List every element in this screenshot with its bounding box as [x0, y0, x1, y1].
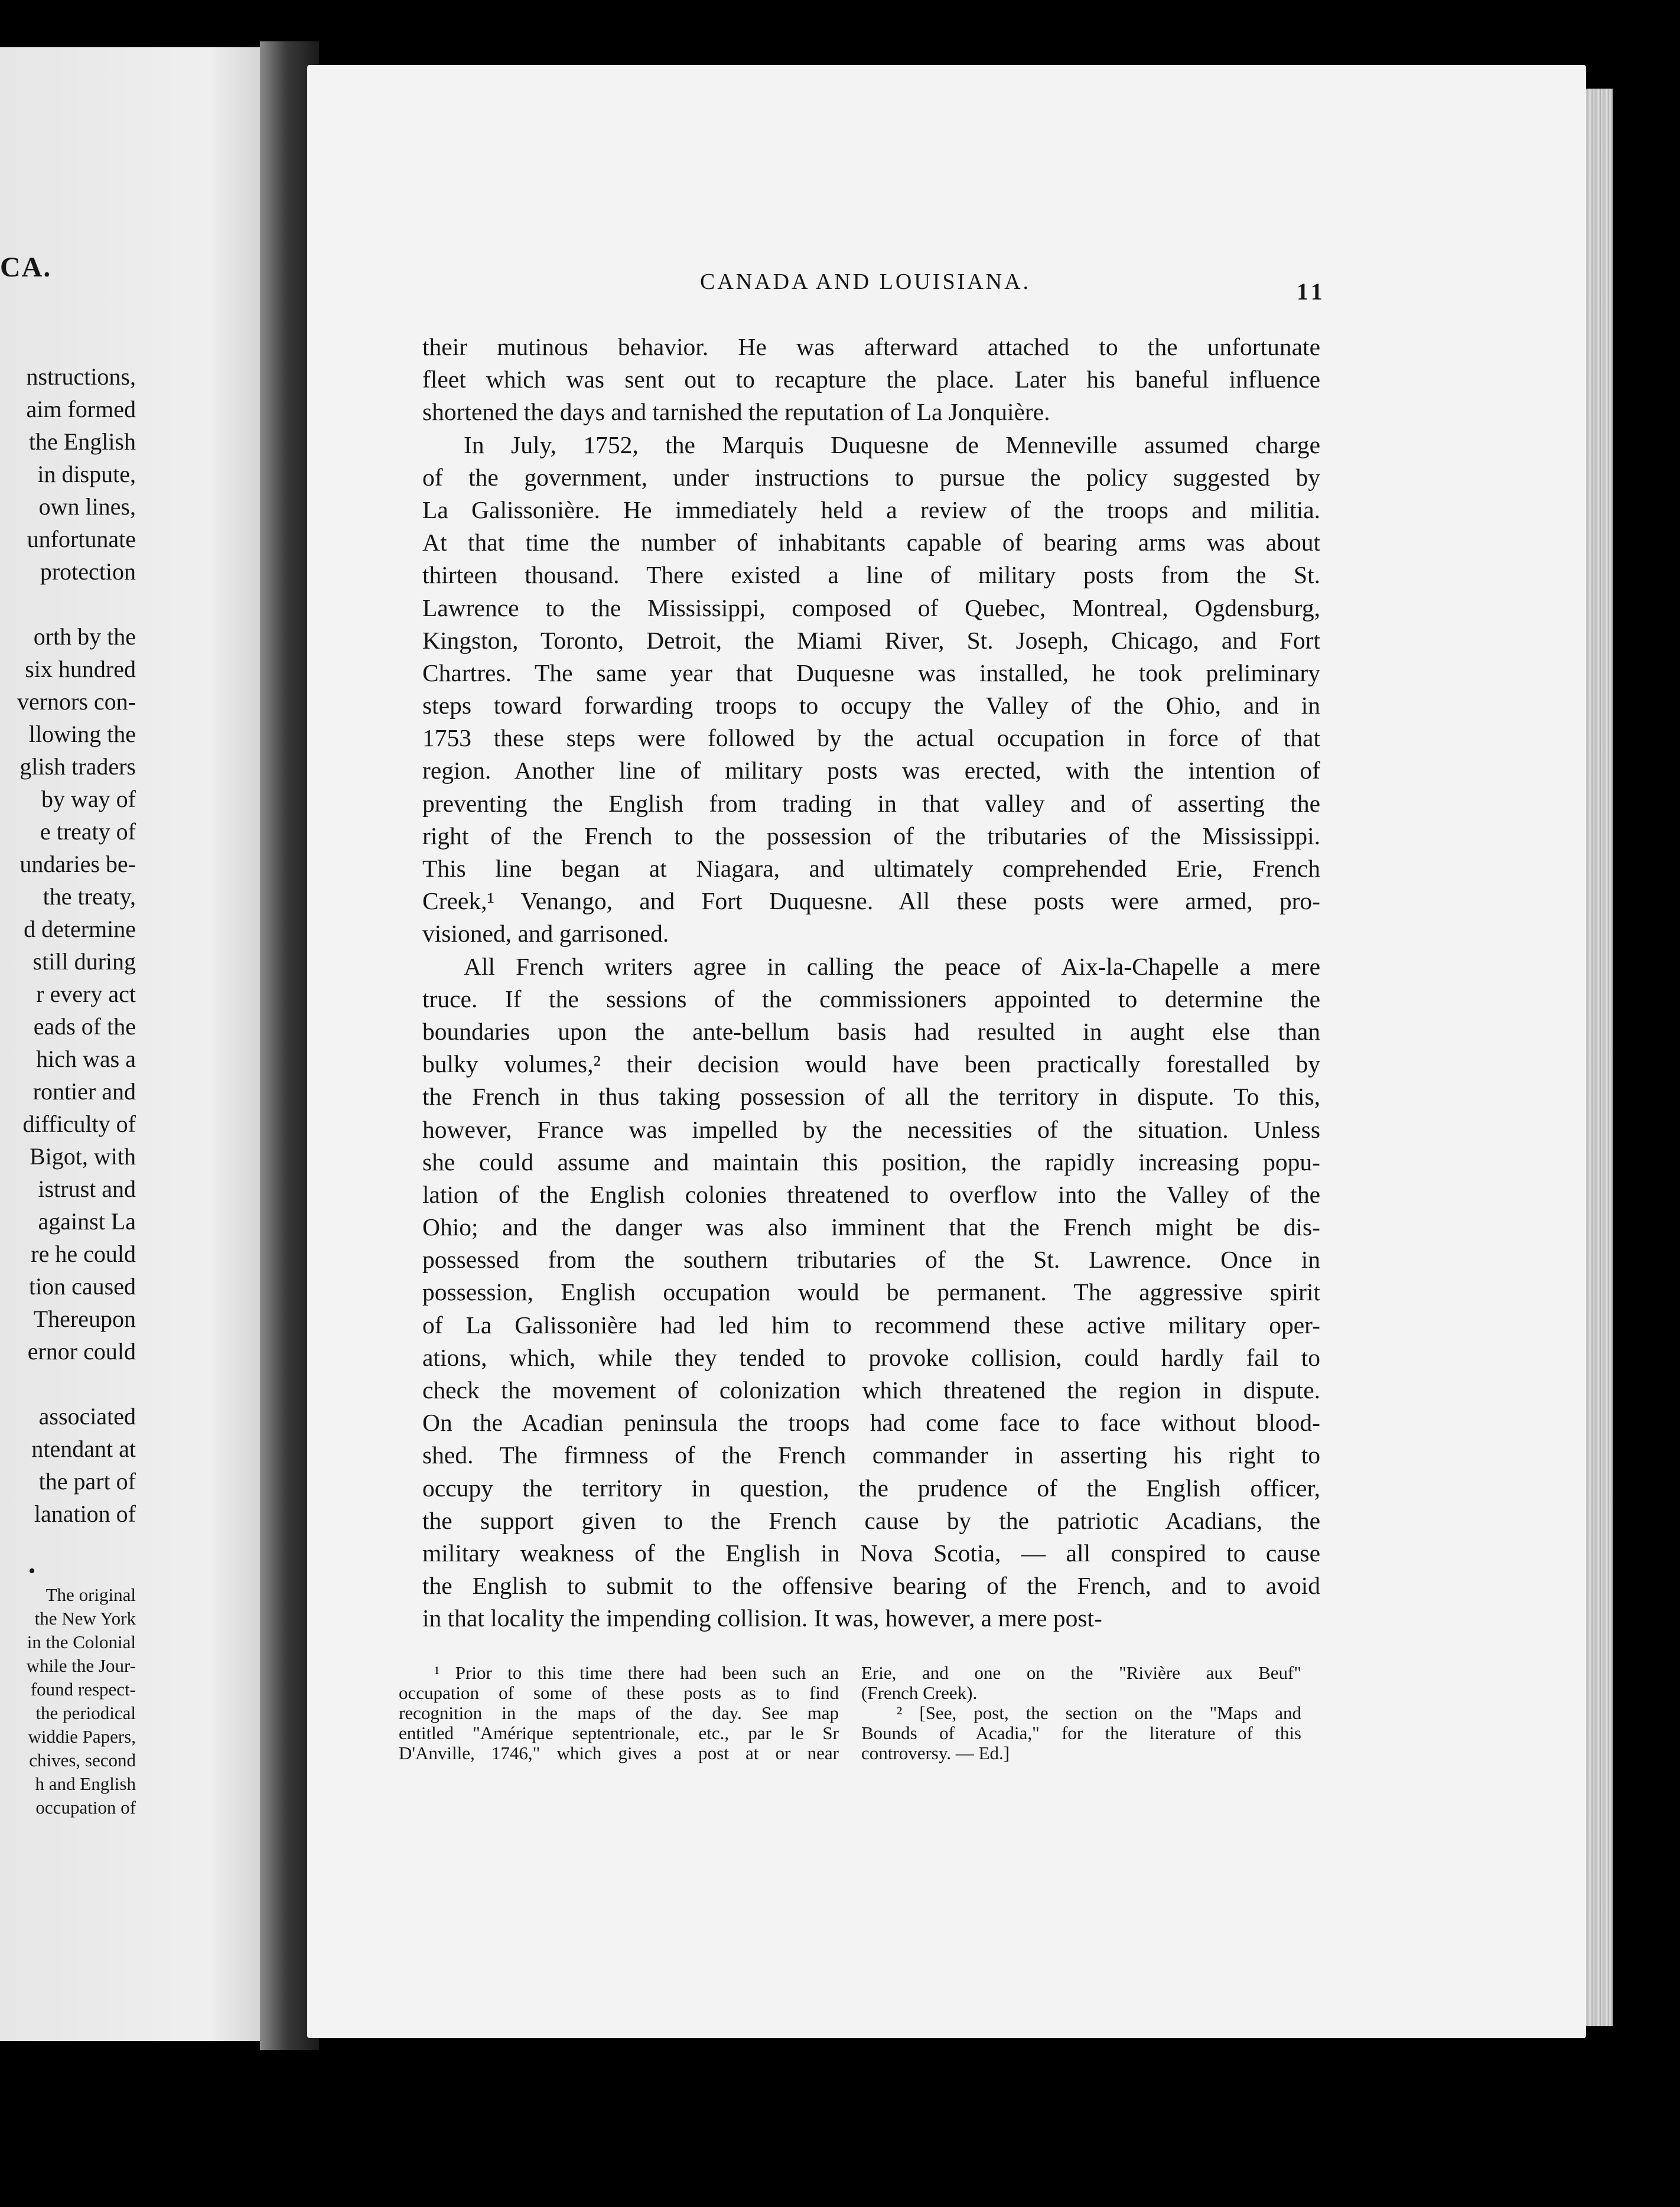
- left-text-line: glish traders: [19, 753, 136, 780]
- left-text-line: rontier and: [32, 1078, 136, 1105]
- body-text-line: their mutinous behavior. He was afterward attached to the unfortunate: [422, 333, 1320, 360]
- left-text-line: still during: [32, 948, 136, 975]
- footnote-line: Erie, and one on the "Rivière aux Beuf": [861, 1662, 1301, 1683]
- footnote-line: (French Creek).: [861, 1682, 978, 1703]
- left-text-line: vernors con-: [17, 688, 136, 715]
- left-text-line: re he could: [31, 1241, 136, 1267]
- left-text-line: orth by the: [33, 623, 136, 650]
- left-text-line: e treaty of: [40, 818, 136, 845]
- body-text-line: In July, 1752, the Marquis Duquesne de Menneville assumed charge: [464, 431, 1320, 458]
- body-text-line: military weakness of the English in Nova Scotia, — all conspired to cause: [422, 1539, 1320, 1567]
- footnote-line: Bounds of Acadia," for the literature of this: [861, 1723, 1301, 1743]
- footnote-line: occupation of some of these posts as to find: [399, 1682, 839, 1703]
- left-text-line: aim formed: [26, 396, 136, 422]
- running-head: CANADA AND LOUISIANA.: [700, 269, 1031, 294]
- left-text-line: Bigot, with: [29, 1143, 136, 1170]
- body-text-line: shortened the days and tarnished the reputation of La Jonquière.: [422, 398, 1050, 426]
- left-text-line: the English: [28, 428, 136, 455]
- footnotes-left-column: [399, 1663, 839, 1763]
- left-footnote-line: The original: [45, 1584, 136, 1605]
- body-text-line: the English to submit to the offensive bearing of the French, and to avoid: [422, 1572, 1320, 1600]
- left-text-line: difficulty of: [22, 1111, 136, 1137]
- left-text-line: the part of: [38, 1468, 136, 1495]
- body-text-line: of the government, under instructions to pursue the policy suggested by: [422, 463, 1320, 491]
- left-text-line: [0, 588, 136, 620]
- body-text-line: preventing the English from trading in that valley and of asserting the: [422, 789, 1320, 817]
- body-text-line: steps toward forwarding troops to occupy the Valley of the Ohio, and in: [422, 692, 1320, 720]
- body-text-line: truce. If the sessions of the commissioners appointed to determine the: [422, 985, 1320, 1013]
- left-text-line: d determine: [24, 916, 136, 942]
- left-footnote-line: found respect-: [30, 1679, 136, 1700]
- footnote-line: ² [See, post, the section on the "Maps and: [897, 1703, 1301, 1723]
- left-text-line: ernor could: [27, 1338, 136, 1365]
- left-footnote-line: the New York: [34, 1608, 136, 1629]
- body-text-line: All French writers agree in calling the peace of Aix-la-Chapelle a mere: [464, 952, 1320, 980]
- footnotes-right-column: [861, 1663, 1301, 1763]
- left-text-line: lanation of: [34, 1500, 136, 1527]
- body-text-line: bulky volumes,² their decision would have been practically forestalled by: [422, 1050, 1320, 1078]
- left-text-line: associated: [38, 1403, 136, 1430]
- body-text-line: La Galissonière. He immediately held a review of the troops and militia.: [422, 496, 1320, 523]
- body-text-line: possession, English occupation would be permanent. The aggressive spirit: [422, 1278, 1320, 1306]
- body-text-line: of La Galissonière had led him to recommend these active military oper-: [422, 1311, 1320, 1339]
- left-text-line: llowing the: [28, 721, 136, 747]
- left-footnote-line: the periodical: [35, 1703, 136, 1723]
- body-text-line: the support given to the French cause by the patriotic Acadians, the: [422, 1506, 1320, 1534]
- left-facing-page: [0, 47, 278, 2041]
- body-text-line: This line began at Niagara, and ultimately comprehended Erie, French: [422, 855, 1320, 882]
- left-text-line: istrust and: [38, 1176, 136, 1202]
- body-text-line: region. Another line of military posts was erected, with the intention of: [422, 757, 1320, 785]
- body-text-line: boundaries upon the ante-bellum basis had resulted in aught else than: [422, 1017, 1320, 1045]
- left-text-line: hich was a: [36, 1046, 136, 1072]
- body-text-line: Creek,¹ Venango, and Fort Duquesne. All these posts were armed, pro-: [422, 887, 1320, 915]
- footnote-line: controversy. — Ed.]: [861, 1743, 1010, 1763]
- left-body-text: [0, 360, 136, 1530]
- left-text-line: against La: [38, 1208, 136, 1235]
- left-footnotes: [0, 1560, 136, 1819]
- left-footnote-line: while the Jour-: [26, 1655, 136, 1676]
- left-text-line: Thereupon: [33, 1306, 136, 1332]
- left-footnote-line: chives, second: [29, 1750, 136, 1770]
- body-text-line: fleet which was sent out to recapture the place. Later his baneful influence: [422, 366, 1320, 393]
- left-text-line: six hundred: [25, 656, 136, 682]
- body-text-line: visioned, and garrisoned.: [422, 920, 669, 948]
- body-text-line: Lawrence to the Mississippi, composed of Quebec, Montreal, Ogdensburg,: [422, 594, 1320, 621]
- left-text-line: ntendant at: [31, 1435, 136, 1462]
- body-text-line: lation of the English colonies threatened to overflow into the Valley of the: [422, 1180, 1320, 1208]
- left-footnote-marker: •: [28, 1560, 35, 1582]
- body-text-line: On the Acadian peninsula the troops had come face to face without blood-: [422, 1409, 1320, 1437]
- left-footnote-line: in the Colonial: [27, 1632, 136, 1652]
- body-text: [422, 331, 1320, 1635]
- body-text-line: however, France was impelled by the necessities of the situation. Unless: [422, 1115, 1320, 1143]
- left-footnote-line: h and English: [35, 1773, 136, 1794]
- body-text-line: occupy the territory in question, the prudence of the English officer,: [422, 1474, 1320, 1502]
- left-text-line: nstructions,: [26, 363, 136, 390]
- footnote-line: recognition in the maps of the day. See map: [399, 1703, 839, 1723]
- body-text-line: in that locality the impending collision. It was, however, a mere post-: [422, 1604, 1102, 1632]
- left-footnote-line: widdie Papers,: [28, 1726, 136, 1747]
- body-text-line: Chartres. The same year that Duquesne was installed, he took preliminary: [422, 659, 1320, 686]
- footnote-line: D'Anville, 1746," which gives a post at or near: [399, 1743, 839, 1763]
- body-text-line: Kingston, Toronto, Detroit, the Miami River, St. Joseph, Chicago, and Fort: [422, 626, 1320, 654]
- body-text-line: possessed from the southern tributaries of the St. Lawrence. Once in: [422, 1246, 1320, 1274]
- left-text-line: own lines,: [38, 493, 136, 520]
- body-text-line: ations, which, while they tended to provoke collision, could hardly fail to: [422, 1343, 1320, 1371]
- left-text-line: tion caused: [28, 1273, 136, 1300]
- body-text-line: Ohio; and the danger was also imminent that the French might be dis-: [422, 1213, 1320, 1241]
- left-text-line: undaries be-: [19, 851, 136, 877]
- footnote-line: ¹ Prior to this time there had been such an: [434, 1662, 839, 1683]
- left-footnote-line: occupation of: [35, 1797, 136, 1818]
- left-text-line: unfortunate: [27, 526, 136, 552]
- left-text-line: the treaty,: [43, 883, 136, 910]
- page-number: 11: [1297, 278, 1326, 305]
- left-text-line: in dispute,: [37, 461, 136, 487]
- left-text-line: r every act: [36, 981, 136, 1007]
- body-text-line: the French in thus taking possession of all the territory in dispute. To this,: [422, 1083, 1320, 1111]
- left-text-line: [0, 1368, 136, 1400]
- body-text-line: At that time the number of inhabitants capable of bearing arms was about: [422, 529, 1320, 556]
- body-text-line: check the movement of colonization which threatened the region in dispute.: [422, 1376, 1320, 1404]
- left-text-line: by way of: [41, 786, 136, 812]
- left-text-line: eads of the: [33, 1013, 136, 1040]
- left-running-head: CA.: [0, 252, 52, 283]
- body-text-line: right of the French to the possession of the tributaries of the Mississippi.: [422, 822, 1320, 849]
- body-text-line: she could assume and maintain this position, the rapidly increasing popu-: [422, 1148, 1320, 1176]
- body-text-line: shed. The firmness of the French commander in asserting his right to: [422, 1441, 1320, 1469]
- body-text-line: thirteen thousand. There existed a line of military posts from the St.: [422, 561, 1320, 589]
- body-text-line: 1753 these steps were followed by the actual occupation in force of that: [422, 724, 1320, 752]
- left-text-line: protection: [40, 558, 136, 585]
- footnote-line: entitled "Amérique septentrionale, etc., par le Sr: [399, 1723, 839, 1743]
